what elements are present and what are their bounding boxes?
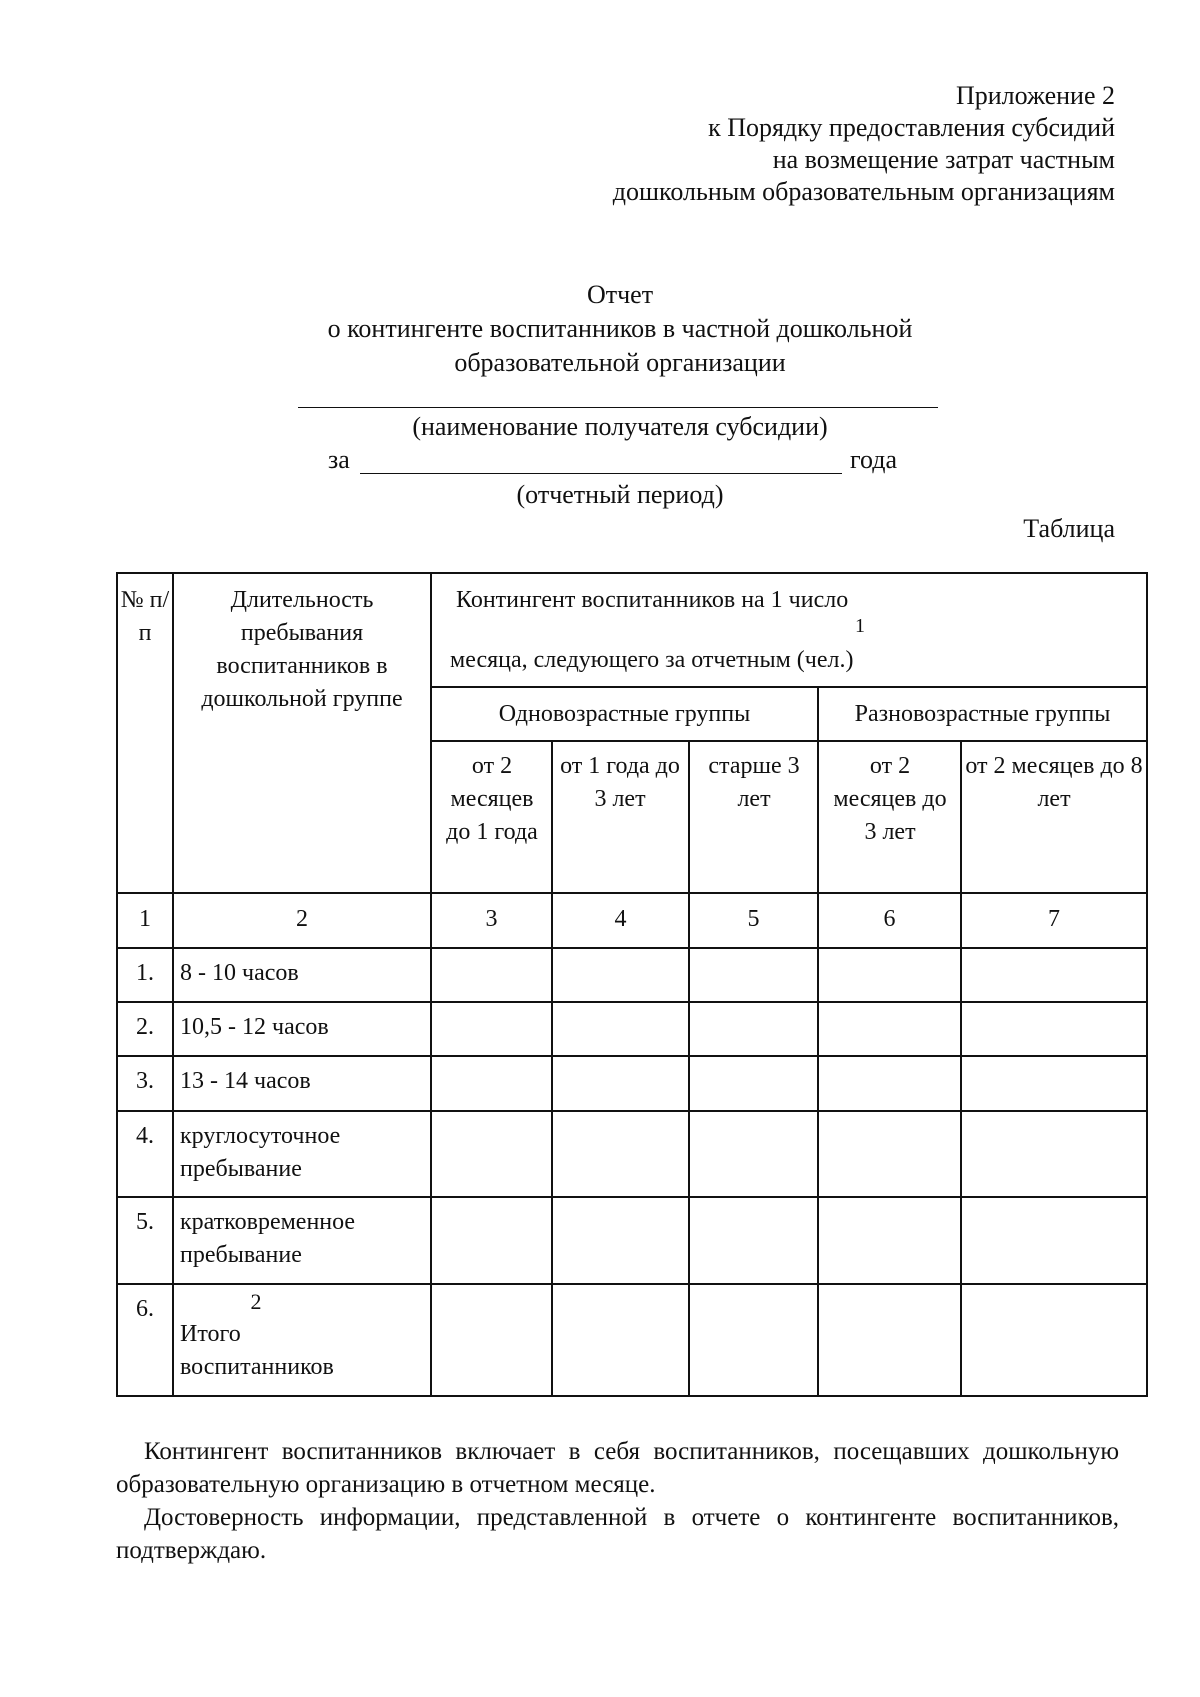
col-number-4: 4 (614, 906, 627, 932)
appendix-line-4: дошкольным образовательным организациям (612, 177, 1115, 206)
appendix-line-2: к Порядку предоставления субсидий (708, 113, 1115, 142)
row-6-label: Итого воспитанников (180, 1321, 334, 1380)
col-number-7: 7 (1048, 906, 1060, 932)
row-4-label: круглосуточное пребывание (180, 1123, 341, 1182)
table-vline-2 (430, 572, 432, 1397)
note-paragraph-2: Достоверность информации, представленной в отчете о контингенте воспитанников, подтверждаю. (116, 1504, 1119, 1564)
subheader-2m-1y: от 2 месяцев до 1 года (446, 753, 538, 845)
table-line-row2-top (116, 1001, 1148, 1003)
recipient-caption: (наименование получателя субсидии) (412, 412, 828, 441)
table-vline-4 (688, 740, 690, 1397)
header-mixed-age-groups: Разновозрастные группы (854, 701, 1111, 727)
appendix-header (613, 80, 1115, 208)
col-number-5: 5 (747, 906, 760, 932)
header-contingent-a: Контингент воспитанников на 1 число (456, 587, 849, 613)
table-line-row6-top (116, 1283, 1148, 1285)
row-1-num: 1. (136, 960, 154, 986)
subheader-2m-3y: от 2 месяцев до 3 лет (833, 753, 947, 845)
header-contingent-b: месяца, следующего за отчетным (чел.) (450, 647, 854, 673)
report-subtitle-1: о контингенте воспитанников в частной дошкольной (327, 314, 913, 343)
col-number-3: 3 (485, 906, 498, 932)
note-paragraph-1: Контингент воспитанников включает в себя воспитанников, посещавших дошкольную образовательную организацию в отчетном месяце. (116, 1438, 1119, 1498)
subheader-1y-3y: от 1 года до 3 лет (560, 753, 680, 812)
col-number-2: 2 (296, 906, 308, 932)
table-border-bottom (116, 1395, 1148, 1397)
table-vline-6 (960, 740, 962, 1397)
table-line-row4-top (116, 1110, 1148, 1112)
row-4-num: 4. (136, 1123, 154, 1149)
table-border-top (116, 572, 1148, 574)
period-suffix: года (850, 445, 898, 474)
report-title: Отчет (586, 280, 654, 309)
header-duration: Длительность пребывания воспитанников в дошкольной группе (201, 587, 403, 712)
table-line-colnum-top (116, 892, 1148, 894)
appendix-line-1: Приложение 2 (955, 81, 1115, 110)
table-label: Таблица (1023, 514, 1115, 543)
period-blank-line[interactable] (360, 473, 842, 474)
col-number-6: 6 (883, 906, 896, 932)
report-title-block (0, 278, 1200, 380)
table-border-right (1146, 572, 1148, 1397)
recipient-blank-line[interactable] (298, 407, 938, 408)
header-num: № п/п (120, 587, 170, 646)
table-line-row3-top (116, 1055, 1148, 1057)
row-1-label: 8 - 10 часов (180, 960, 299, 986)
table-line-sub-top (432, 740, 1148, 742)
table-line-group-top (432, 686, 1148, 688)
footnote-1-marker: 1 (855, 615, 865, 637)
row-6-num: 6. (136, 1296, 154, 1322)
row-3-num: 3. (136, 1068, 154, 1094)
row-5-label: кратковременное пребывание (180, 1209, 356, 1268)
header-same-age-groups: Одновозрастные группы (498, 701, 751, 727)
col-number-1: 1 (139, 906, 151, 932)
footnote-2-marker: 2 (250, 1289, 262, 1314)
row-3-label: 13 - 14 часов (180, 1068, 311, 1094)
table-line-row5-top (116, 1196, 1148, 1198)
table-vline-5 (817, 686, 819, 1397)
table-line-row1-top (116, 947, 1148, 949)
period-caption: (отчетный период) (516, 480, 724, 509)
row-5-num: 5. (136, 1209, 154, 1235)
row-2-label: 10,5 - 12 часов (180, 1014, 329, 1040)
period-prefix: за (328, 445, 350, 474)
row-2-num: 2. (136, 1014, 154, 1040)
subheader-over-3y: старше 3 лет (708, 753, 800, 812)
subheader-2m-8y: от 2 месяцев до 8 лет (965, 753, 1143, 812)
report-subtitle-2: образовательной организации (454, 348, 786, 377)
table-vline-3 (551, 740, 553, 1397)
appendix-line-3: на возмещение затрат частным (772, 145, 1115, 174)
